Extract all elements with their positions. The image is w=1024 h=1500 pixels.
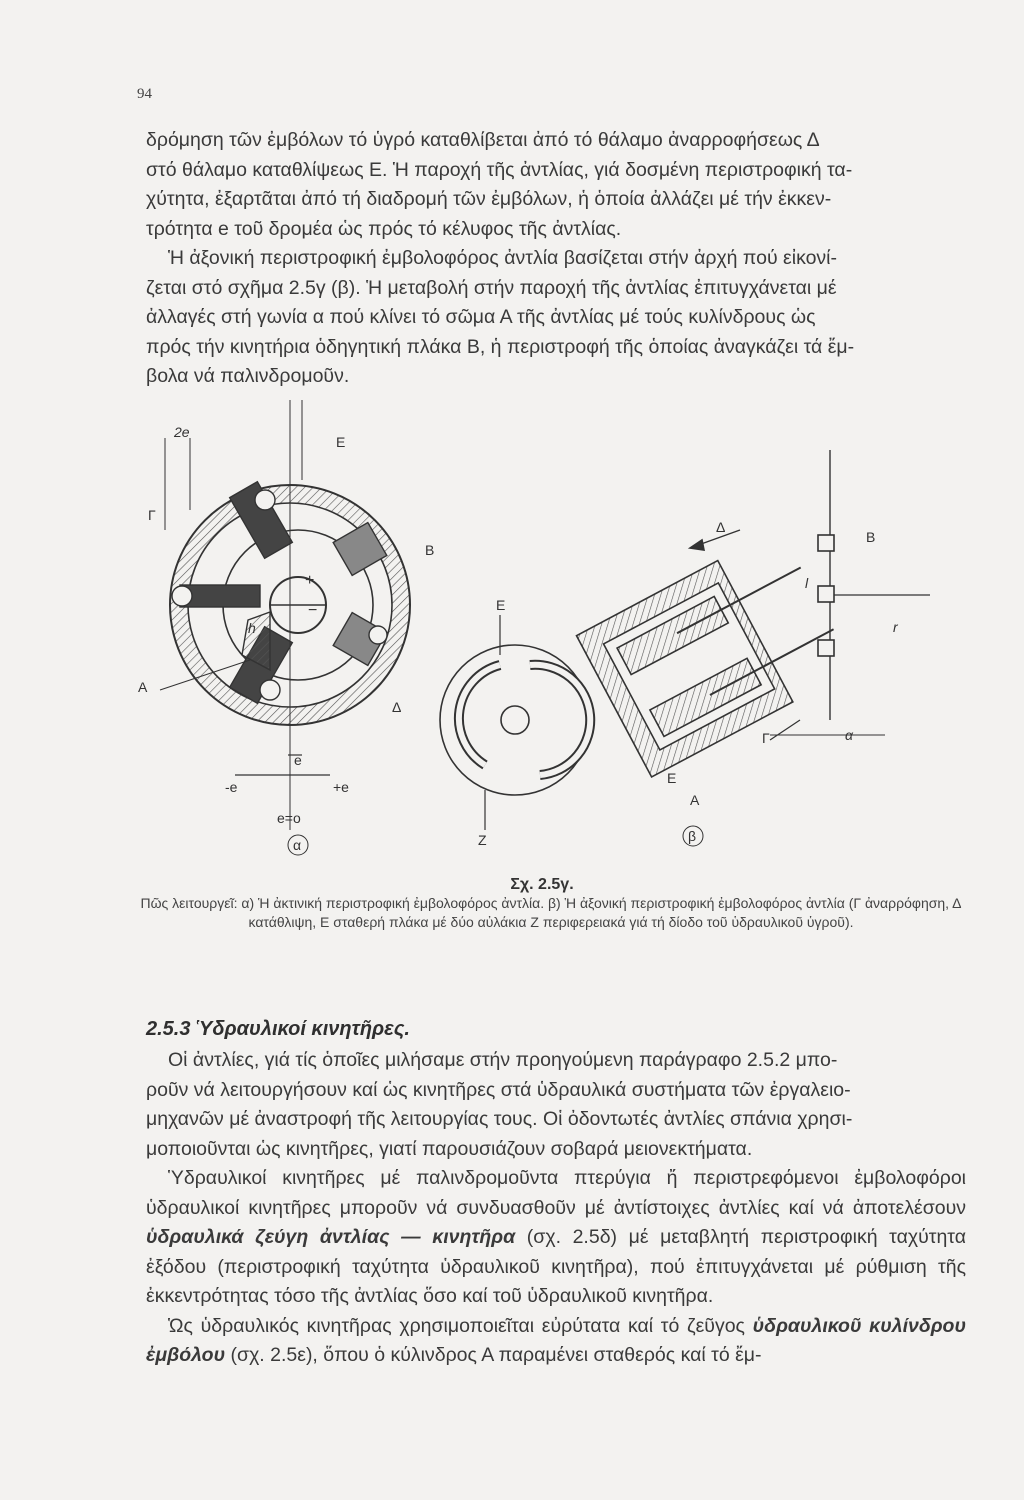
valve-plate-drawing: [440, 615, 590, 830]
label-E-left: E: [336, 434, 346, 450]
section-number: 2.5.3: [146, 1018, 191, 1040]
label-B-right: B: [866, 529, 876, 545]
text-run: (σχ. 2.5δ) μέ μεταβλητή περιστροφική ταχύτητα ἐξόδου (περιστροφική ταχύτητα ὑδραυλικοῦ κινητῆρα), πού ἐπιτυγχάνεται μέ ρύθμιση τῆς ἐκκεντρότητας τόσο τῆς ἀντλίας ὅσο καί τοῦ ὑδραυλικοῦ κινητῆρα.: [146, 1226, 966, 1307]
label-A-left: A: [138, 679, 148, 695]
figure-title: Σχ. 2.5γ.: [510, 876, 574, 893]
text-run: Ὡς ὑδραυλικός κινητῆρας χρησιμοποιεῖται εὐρύτατα καί τό ζεῦγος: [168, 1314, 753, 1337]
label-e-zero: e=o: [277, 810, 301, 826]
paragraph: [146, 1312, 966, 1371]
text-line: τρότητα e τοῦ δρομέα ὡς πρός τό κέλυφος τῆς ἀντλίας.: [146, 217, 622, 240]
text-line: ροῦν νά λειτουργήσουν καί ὡς κινητῆρες στά ὑδραυλικά συστήματα τῶν ἐργαλειο-: [146, 1078, 851, 1101]
text-line: Ἡ ἀξονική περιστροφική ἐμβολοφόρος ἀντλία βασίζεται στήν ἀρχή πού εἰκονί-: [168, 247, 837, 269]
axial-pump-drawing: [576, 450, 930, 777]
label-minus: −: [308, 602, 318, 619]
label-alpha-mark: α: [293, 837, 302, 853]
text-line: βολα νά παλινδρομοῦν.: [146, 365, 350, 387]
figure-2-5c: [130, 390, 950, 870]
text-run: (σχ. 2.5ε), ὅπου ὁ κύλινδρος Α παραμένει σταθερός καί τό ἔμ-: [225, 1344, 762, 1366]
paragraph: [146, 1164, 966, 1312]
emphasis-term: ὑδραυλικοῦ κυλίνδρου ἐμβόλου: [146, 1314, 967, 1366]
body-text: [146, 1046, 966, 1371]
label-e: e: [294, 752, 302, 768]
page-number: 94: [137, 86, 152, 102]
label-r: r: [893, 619, 898, 635]
label-A-right: A: [690, 792, 700, 808]
label-Gamma-left: Γ: [148, 507, 156, 523]
label-h: h: [248, 620, 256, 636]
text-line: μοποιοῦνται ὡς κινητῆρες, γιατί παρουσιάζουν σοβαρά μειονεκτήματα.: [146, 1137, 753, 1160]
emphasis-term: ὑδραυλικά ζεύγη ἀντλίας — κινητῆρα: [146, 1226, 516, 1248]
label-Delta-right: Δ: [716, 519, 726, 535]
label-l: l: [805, 575, 809, 591]
label-E-right: E: [667, 770, 677, 786]
label-Delta-left: Δ: [392, 699, 402, 715]
figure-caption: Πῶς λειτουργεῖ: α) Ἡ ἀκτινική περιστροφική ἐμβολοφόρος ἀντλία. β) Ἡ ἀξονική περιστροφική ἐμβολοφόρος ἀντλία (Γ ἀναρρόφηση, Δ κατάθλιψη, Ε σταθερή πλάκα μέ δύο αὐλάκια Ζ περιφερειακά γιά τή δίοδο τοῦ ὑδραυλικοῦ ὑγροῦ).: [140, 895, 962, 930]
text-line: δρόμηση τῶν ἐμβόλων τό ὑγρό καταθλίβεται ἀπό τό θάλαμο ἀναρροφήσεως Δ: [146, 129, 820, 151]
text-line: μηχανῶν μέ ἀναστροφή τῆς λειτουργίας τους. Οἱ ὀδοντωτές ἀντλίες σπάνια χρησι-: [146, 1108, 853, 1130]
text-line: ζεται στό σχῆμα 2.5γ (β). Ἡ μεταβολή στήν παροχή τῆς ἀντλίας ἐπιτυγχάνεται μέ: [146, 276, 837, 299]
radial-pump-drawing: [160, 400, 410, 830]
label-minus-e: -e: [225, 779, 238, 795]
text-line: πρός τήν κινητήρια ὁδηγητική πλάκα Β, ἡ περιστροφή τῆς ὁποίας ἀναγκάζει τά ἔμ-: [146, 335, 855, 358]
label-plus-e: +e: [333, 779, 349, 795]
text-line: στό θάλαμο καταθλίψεως Ε. Ἡ παροχή τῆς ἀντλίας, γιά δοσμένη περιστροφική τα-: [146, 158, 853, 181]
label-Gamma-right: Γ: [762, 730, 770, 746]
text-line: ἀλλαγές στή γωνία α πού κλίνει τό σῶμα Α τῆς ἀντλίας μέ τούς κυλίνδρους ὡς: [146, 306, 816, 328]
text-line: χύτητα, ἐξαρτᾶται ἀπό τή διαδρομή τῶν ἐμβόλων, ἡ ὁποία ἀλλάζει μέ τήν ἐκκεν-: [146, 188, 832, 210]
label-E-plate: E: [496, 597, 506, 613]
section-title: Ὑδραυλικοί κινητῆρες.: [196, 1018, 410, 1040]
text-run: Ὑδραυλικοί κινητῆρες μέ παλινδρομοῦντα πτερύγια ἤ περιστρεφόμενοι ἐμβολοφόροι ὑδραυλικοί κινητῆρες μποροῦν νά συνδυασθοῦν μέ ἀντίστοιχες ἀντλίες καί νά ἀποτελέσουν: [146, 1167, 966, 1219]
label-alpha: α: [845, 727, 853, 743]
text-line: Οἱ ἀντλίες, γιά τίς ὁποῖες μιλήσαμε στήν προηγούμενη παράγραφο 2.5.2 μπο-: [168, 1049, 838, 1071]
section-heading: [146, 1018, 410, 1041]
label-B-left: B: [425, 542, 435, 558]
label-plus: +: [305, 572, 315, 589]
label-beta-mark: β: [688, 828, 697, 844]
label-Z: Z: [478, 832, 487, 848]
label-2e: 2e: [174, 424, 190, 440]
intro-paragraph: [146, 126, 966, 392]
